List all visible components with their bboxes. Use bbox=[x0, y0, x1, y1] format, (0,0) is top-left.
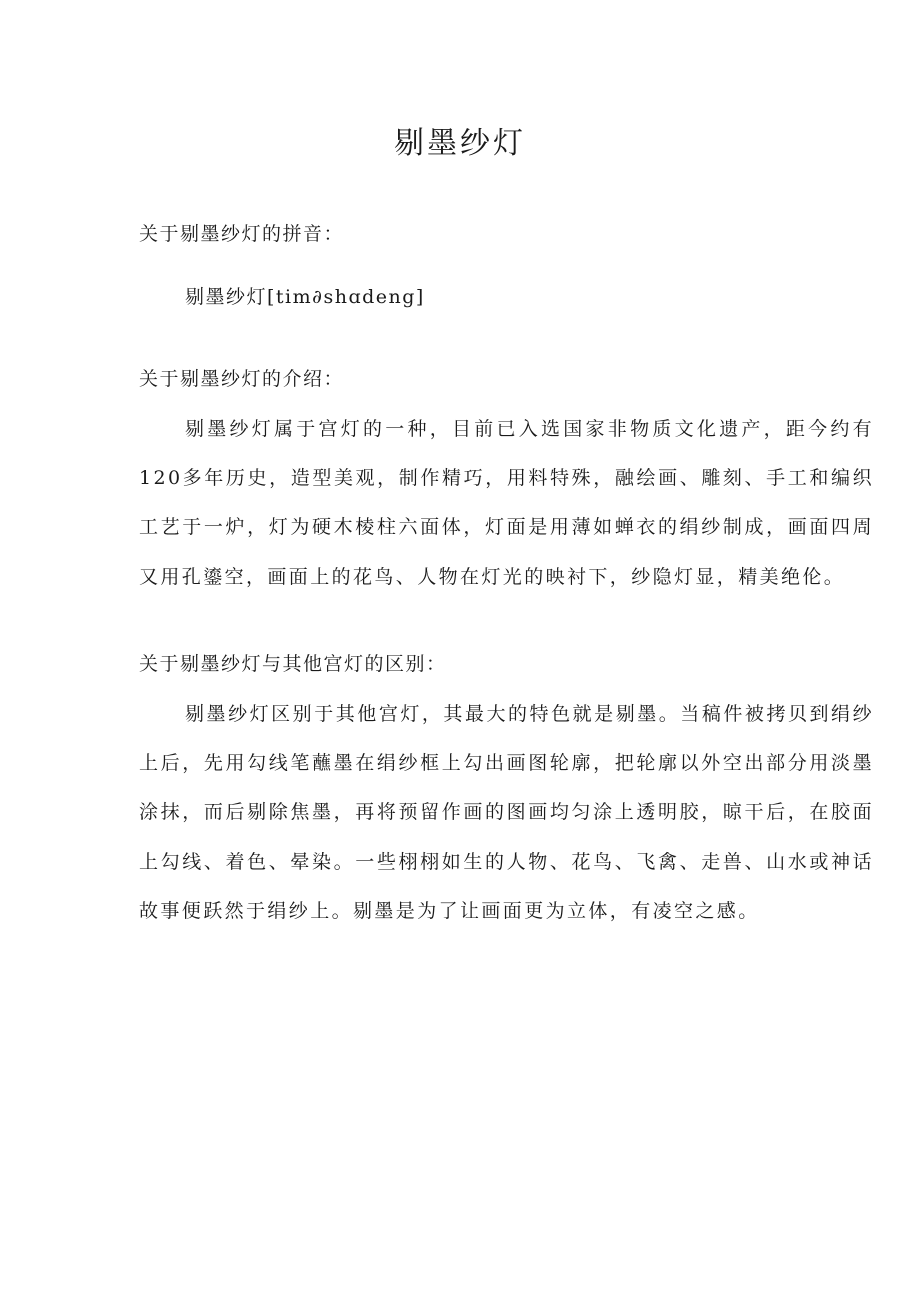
introduction-paragraph: 剔墨纱灯属于宫灯的一种，目前已入选国家非物质文化遗产，距今约有120多年历史，造型美观，制作精巧，用料特殊，融绘画、雕刻、手工和编织工艺于一炉，灯为硬木棱柱六面体，灯面是用薄如蝉衣的绢纱制成，画面四周又用孔鎏空，画面上的花鸟、人物在灯光的映衬下，纱隐灯显，精美绝伦。 bbox=[139, 418, 874, 588]
pinyin-heading: 关于剔墨纱灯的拼音： bbox=[139, 223, 345, 245]
introduction-heading: 关于剔墨纱灯的介绍： bbox=[139, 368, 345, 390]
difference-section bbox=[139, 649, 874, 936]
introduction-section bbox=[139, 364, 874, 602]
document-title: 剔墨纱灯 bbox=[394, 126, 526, 161]
pinyin-text: 剔墨纱灯[tim∂shɑdeng] bbox=[185, 286, 425, 308]
pinyin-section bbox=[139, 219, 874, 312]
difference-heading: 关于剔墨纱灯与其他宫灯的区别： bbox=[139, 653, 447, 675]
difference-paragraph: 剔墨纱灯区别于其他宫灯，其最大的特色就是剔墨。当稿件被拷贝到绢纱上后，先用勾线笔蘸墨在绢纱框上勾出画图轮廓，把轮廓以外空出部分用淡墨涂抹，而后剔除焦墨，再将预留作画的图画均匀涂上透明胶，晾干后，在胶面上勾线、着色、晕染。一些栩栩如生的人物、花鸟、飞禽、走兽、山水或神话故事便跃然于绢纱上。剔墨是为了让画面更为立体，有凌空之感。 bbox=[139, 703, 874, 922]
